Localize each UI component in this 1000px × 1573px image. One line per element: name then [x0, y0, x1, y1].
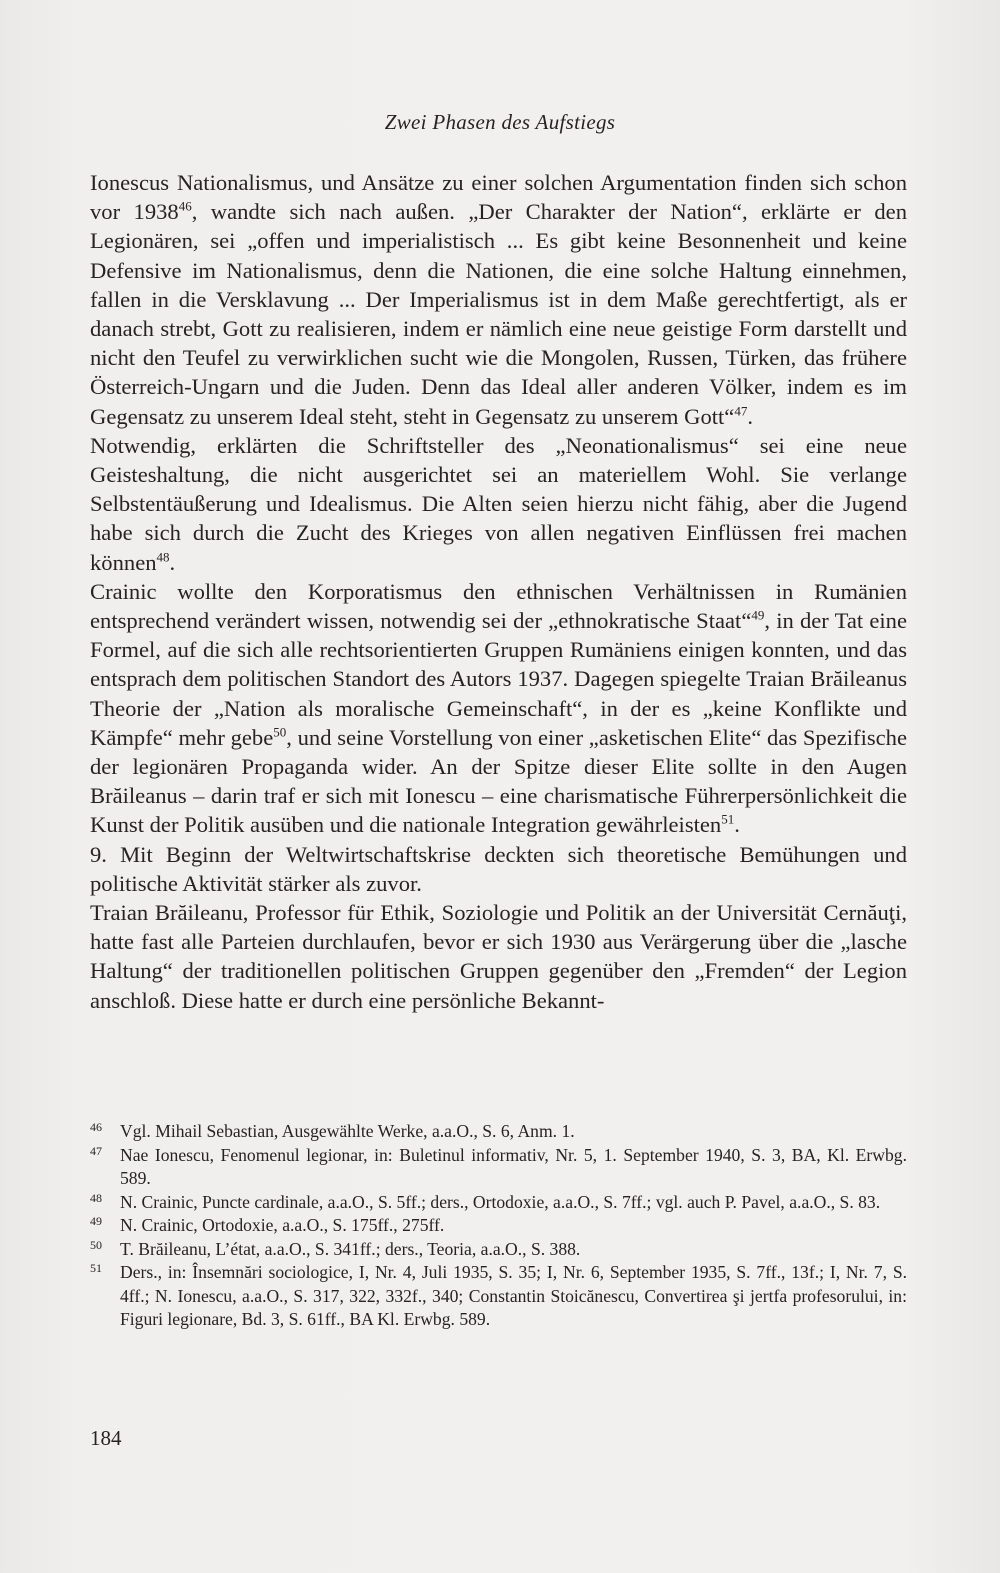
footnote [90, 1191, 907, 1215]
footnote-number: 46 [90, 1120, 102, 1134]
footnote-number: 51 [90, 1261, 102, 1275]
paragraph-text: . [734, 812, 740, 838]
page-number: 184 [90, 1426, 122, 1450]
footnote-ref: 47 [734, 403, 748, 419]
paragraph [90, 168, 907, 431]
paragraph-text: , wandte sich nach außen. „Der Charakter der Nation“, erklärte er den Legionären, sei „offen und imperialistisch ... Es gibt keine Besonnenheit und keine Defensive im Nationalismus, denn die Nationen, die eine solche Haltung einnehmen, fallen in die Versklavung ... Der Imperialismus ist in dem Maße gerechtfertigt, als er danach strebt, Gott zu realisieren, indem er nämlich eine neue geistige Form darstellt und nicht den Teufel zu verwirklichen sucht wie die Mongolen, Russen, Türken, das frühere Österreich-Ungarn und die Juden. Denn das Ideal aller anderen Völker, indem es im Gegensatz zu unserem Ideal steht, steht in Gegensatz zu unserem Gott“ [90, 199, 907, 429]
paragraph [90, 431, 907, 577]
footnote-text: N. Crainic, Ortodoxie, a.a.O., S. 175ff., 275ff. [120, 1215, 445, 1235]
paragraph-text: Traian Brăileanu, Professor für Ethik, Soziologie und Politik an der Universität Cernăuţi, hatte fast alle Parteien durchlaufen, bevor er sich 1930 aus Verärgerung über die „lasche Haltung“ der traditionellen politischen Gruppen gegenüber den „Fremden“ der Legion anschloß. Diese hatte er durch eine persönliche Bekannt- [90, 900, 907, 1013]
footnote-text: Ders., in: Însemnări sociologice, I, Nr. 4, Juli 1935, S. 35; I, Nr. 6, September 1935, S. 7ff., 13f.; I, Nr. 7, S. 4ff.; N. Ionescu, a.a.O., S. 317, 322, 332f., 340; Constantin Stoicănescu, Convertirea şi jertfa profesorului, in: Figuri legionare, Bd. 3, S. 61ff., BA Kl. Erwbg. 589. [120, 1262, 907, 1329]
running-head: Zwei Phasen des Aufstiegs [384, 110, 616, 134]
footnote-text: Nae Ionescu, Fenomenul legionar, in: Buletinul informativ, Nr. 5, 1. September 1940, S. 3, BA, Kl. Erwbg. 589. [120, 1144, 907, 1188]
paragraph-text: . [169, 549, 176, 575]
paragraph-text: 9. Mit Beginn der Weltwirtschaftskrise deckten sich theoretische Bemühungen und politische Aktivität stärker als zuvor. [90, 841, 907, 896]
paragraph-text: , in der Tat eine Formel, auf die sich alle rechtsorientierten Gruppen Rumäniens einigen konnten, und das entsprach dem politischen Standort des Autors 1937. Dagegen spiegelte Traian Brăileanus Theorie der „Nation als moralische Gemeinschaft“, in der es „keine Konflikte und Kämpfe“ mehr gebe [90, 608, 907, 750]
paragraph [90, 840, 907, 898]
footnote-ref: 49 [751, 607, 765, 623]
paragraph-text: Crainic wollte den Korporatismus den ethnischen Verhältnissen in Rumänien entsprechend verändert wissen, notwendig sei der „ethnokratische Staat“ [90, 578, 907, 634]
footnote-ref: 51 [721, 811, 735, 827]
paragraph-text: . [747, 403, 753, 429]
footnote-ref: 50 [273, 724, 287, 740]
paragraph [90, 577, 907, 840]
body-text [90, 168, 907, 1015]
paragraph-text: Ionescus Nationalismus, und Ansätze zu einer solchen Argumentation finden sich schon vor 1938 [90, 170, 907, 225]
footnote-number: 47 [90, 1143, 102, 1158]
footnote [90, 1144, 907, 1191]
footnote-text: T. Brăileanu, L’état, a.a.O., S. 341ff.; ders., Teoria, a.a.O., S. 388. [120, 1238, 581, 1259]
paragraph-text: Notwendig, erklärten die Schriftsteller des „Neonationalismus“ sei eine neue Geisteshaltung, die nicht ausgerichtet sei an materiellem Wohl. Sie verlange Selbstentäußerung und Idealismus. Die Alten seien hierzu nicht fähig, aber die Jugend habe sich durch die Zucht des Krieges von allen negativen Einflüssen frei machen können [90, 432, 907, 575]
footnote [90, 1120, 907, 1144]
footnote-text: Vgl. Mihail Sebastian, Ausgewählte Werke, a.a.O., S. 6, Anm. 1. [120, 1121, 575, 1141]
footnote-number: 48 [90, 1190, 102, 1205]
paragraph [90, 898, 907, 1015]
footnote-number: 50 [90, 1237, 102, 1252]
footnote-number: 49 [90, 1214, 102, 1228]
paragraph-text: , und seine Vorstellung von einer „asketischen Elite“ das Spezifische der legionären Propaganda wider. An der Spitze dieser Elite sollte in den Augen Brăileanus – darin traf er sich mit Ionescu – eine charismatische Führerpersönlichkeit die Kunst der Politik ausüben und die nationale Integration gewährleisten [90, 724, 907, 838]
footnote-ref: 46 [178, 198, 192, 214]
footnote [90, 1238, 907, 1262]
footnotes [90, 1120, 907, 1332]
footnote [90, 1214, 907, 1238]
footnote-ref: 48 [156, 549, 170, 565]
footnote-text: N. Crainic, Puncte cardinale, a.a.O., S. 5ff.; ders., Ortodoxie, a.a.O., S. 7ff.; vgl. auch P. Pavel, a.a.O., S. 83. [120, 1191, 881, 1212]
footnote [90, 1261, 907, 1332]
